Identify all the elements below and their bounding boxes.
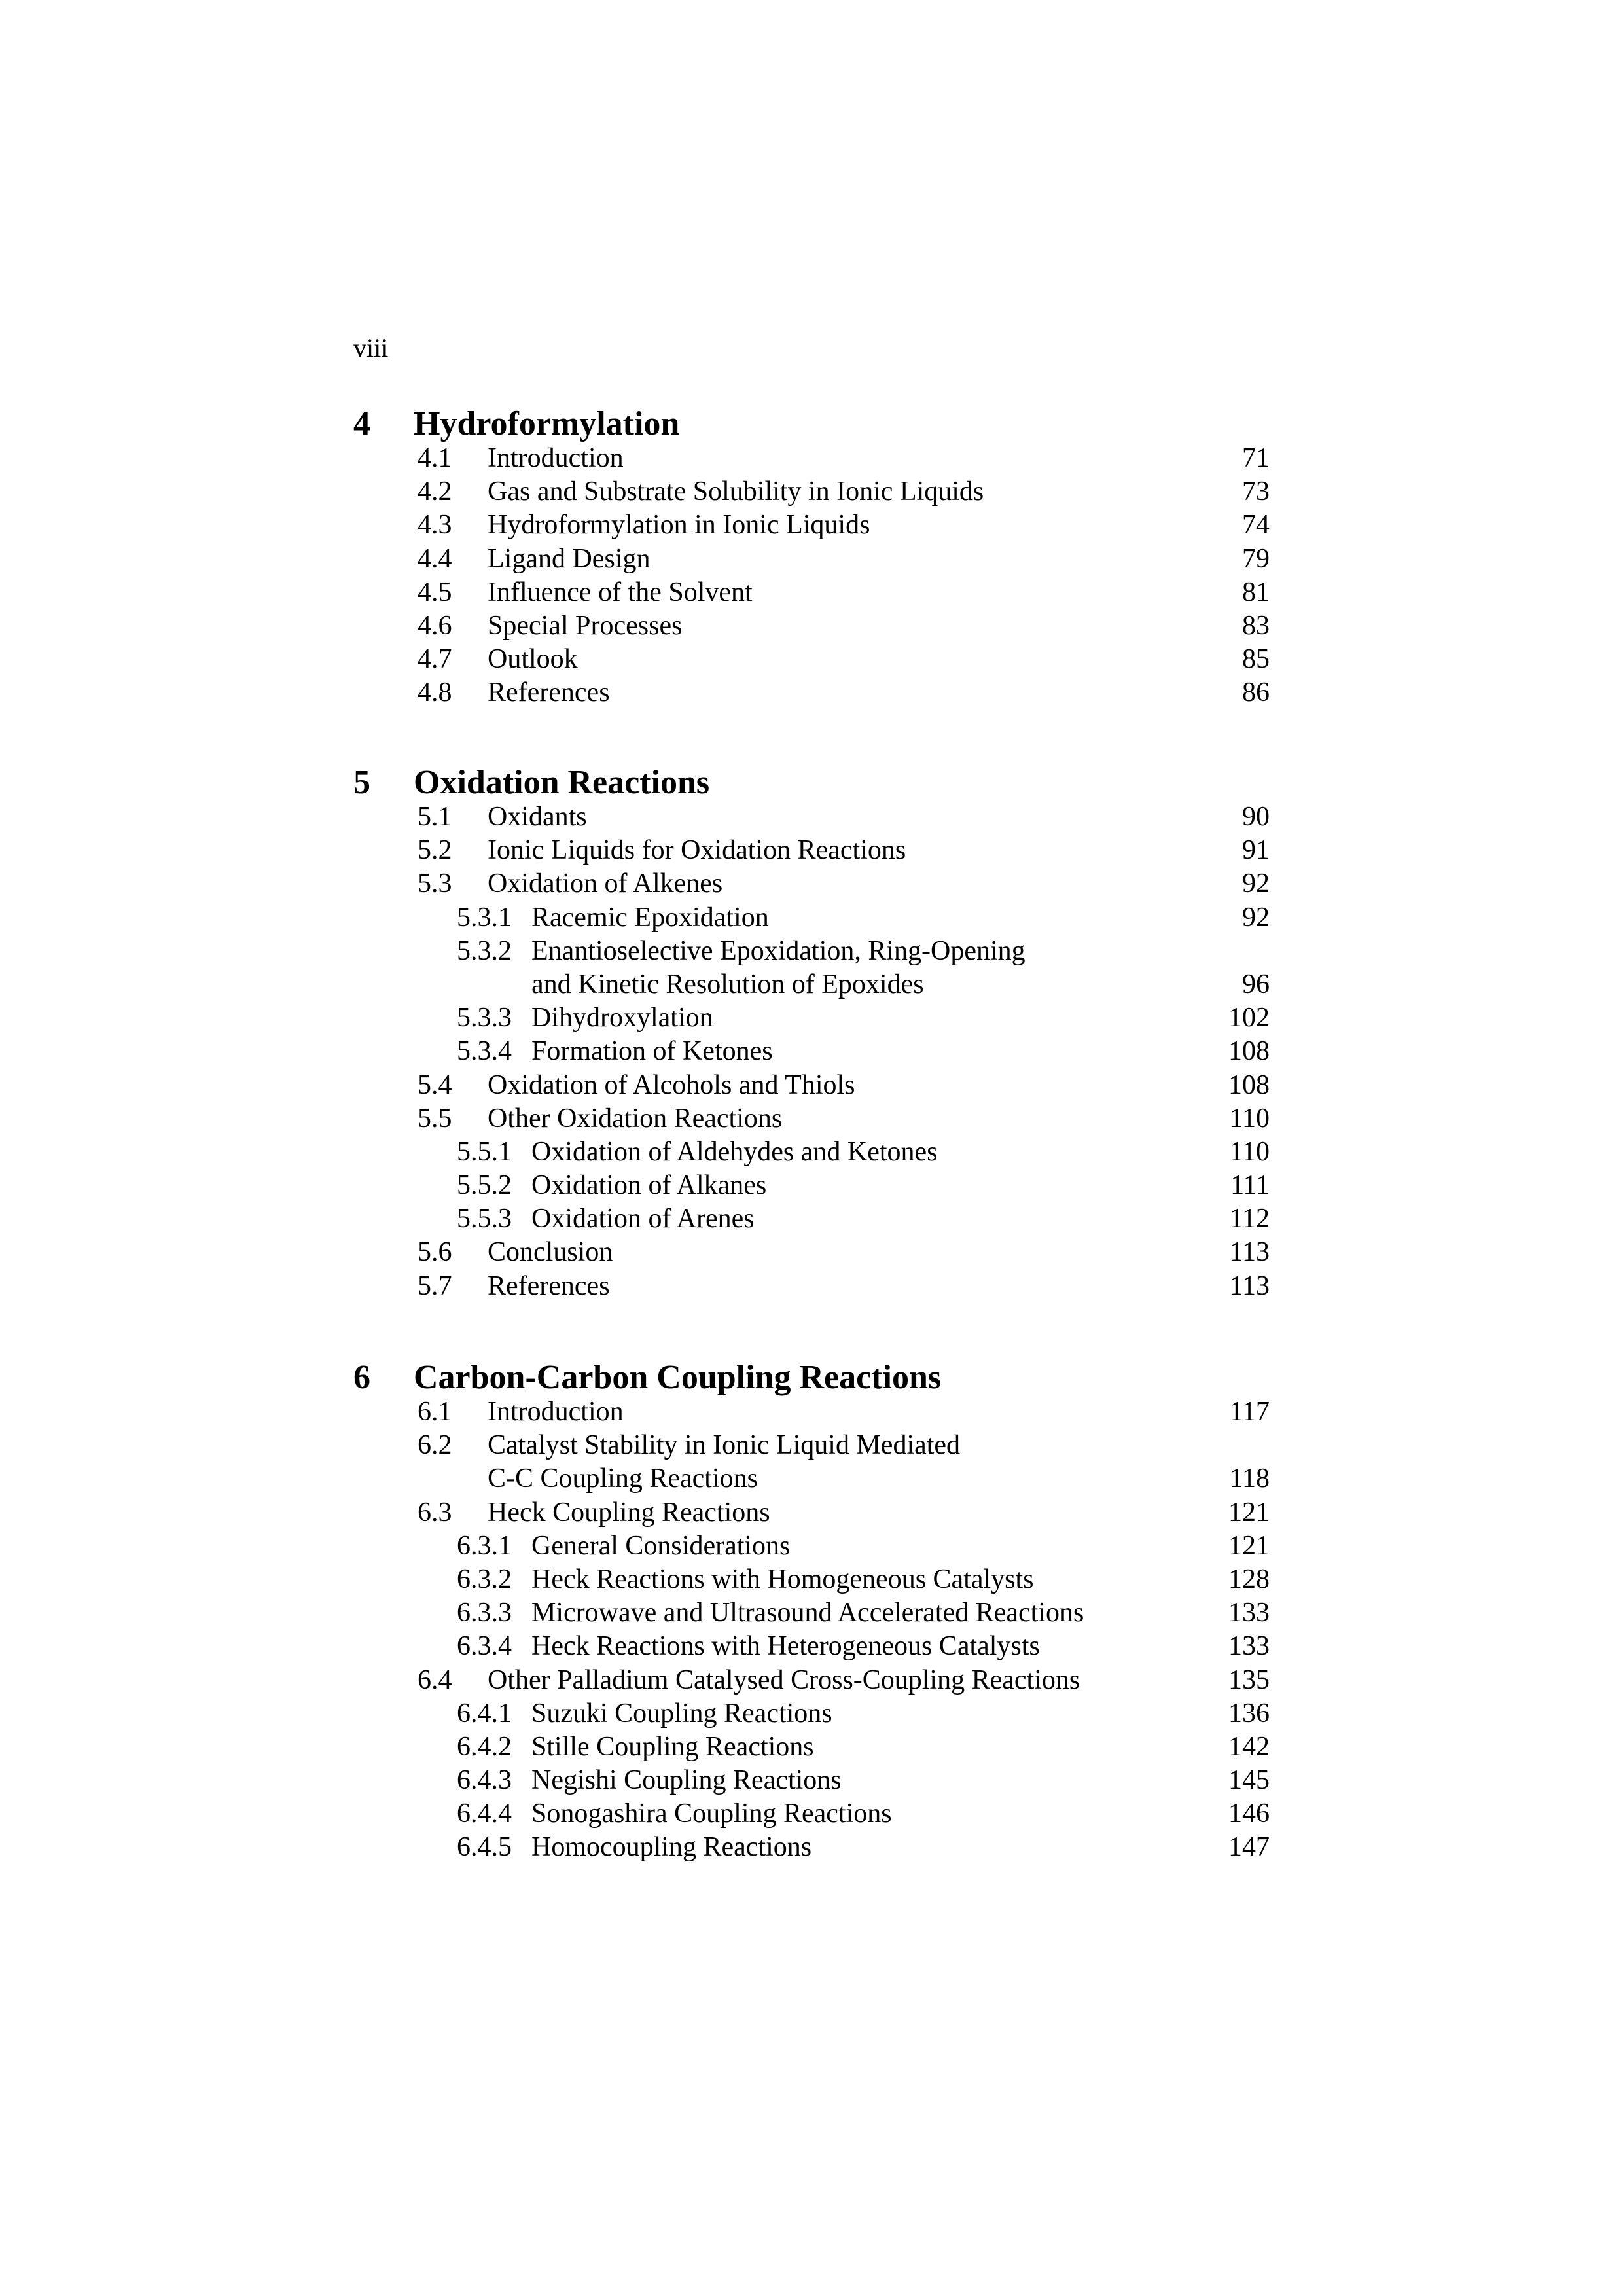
toc-entry: [353, 1630, 1270, 1663]
section-title: Negishi Coupling Reactions: [531, 1765, 842, 1796]
section-page: 81: [1242, 577, 1270, 607]
section-number: 5.3.2: [457, 935, 512, 966]
section-title: Oxidation of Arenes: [531, 1204, 755, 1234]
section-number: 5.6: [418, 1237, 452, 1268]
section-title: Heck Coupling Reactions: [488, 1497, 770, 1528]
section-number: 5.7: [418, 1270, 452, 1301]
toc-entry-continuation: [353, 1462, 1270, 1496]
toc-entry: [353, 1035, 1270, 1068]
chapter-heading: [353, 762, 1270, 803]
toc-entry: [353, 1169, 1270, 1202]
section-page: 73: [1242, 476, 1270, 507]
section-page: 135: [1228, 1664, 1270, 1695]
toc-entry: [353, 1270, 1270, 1303]
toc-entry: [353, 1069, 1270, 1102]
section-page: 85: [1242, 644, 1270, 675]
toc-entry: [353, 1202, 1270, 1236]
section-title: Influence of the Solvent: [488, 577, 753, 607]
section-number: 5.3.3: [457, 1003, 512, 1033]
section-page: 113: [1229, 1237, 1270, 1268]
section-page: 133: [1228, 1631, 1270, 1662]
section-page: 128: [1228, 1564, 1270, 1594]
section-title: Oxidation of Alkenes: [488, 869, 723, 899]
toc-entry: [353, 1731, 1270, 1764]
toc-entry: [353, 543, 1270, 576]
section-page: 96: [1242, 969, 1270, 999]
section-title: Ionic Liquids for Oxidation Reactions: [488, 835, 906, 866]
section-number: 6.3.4: [457, 1631, 512, 1662]
section-number: 5.5.1: [457, 1136, 512, 1167]
toc-entry: [353, 609, 1270, 643]
section-page: 111: [1230, 1170, 1270, 1201]
section-title: Suzuki Coupling Reactions: [531, 1698, 832, 1729]
section-number: 6.1: [418, 1397, 452, 1427]
section-page: 118: [1229, 1463, 1270, 1494]
toc-entry: [353, 643, 1270, 676]
section-title: Catalyst Stability in Ionic Liquid Mediated: [488, 1430, 961, 1461]
section-title: Outlook: [488, 644, 578, 675]
chapter-4: [353, 404, 1270, 710]
section-page: 145: [1228, 1765, 1270, 1796]
section-title: Hydroformylation in Ionic Liquids: [488, 510, 870, 541]
section-page: 83: [1242, 610, 1270, 641]
section-title: Formation of Ketones: [531, 1036, 773, 1067]
section-page: 121: [1228, 1497, 1270, 1528]
section-number: 5.3.1: [457, 902, 512, 933]
toc-entry: [353, 1764, 1270, 1797]
section-title: Other Oxidation Reactions: [488, 1103, 783, 1134]
section-page: 110: [1229, 1103, 1270, 1134]
chapter-heading: [353, 404, 1270, 444]
section-number: 5.5: [418, 1103, 452, 1134]
section-number: 5.5.3: [457, 1204, 512, 1234]
section-number: 4.2: [418, 476, 452, 507]
section-title: Special Processes: [488, 610, 683, 641]
section-number: 5.1: [418, 802, 452, 832]
toc-entry: [353, 1697, 1270, 1731]
page-number: viii: [353, 333, 389, 363]
section-title: Oxidation of Aldehydes and Ketones: [531, 1136, 938, 1167]
toc-entry: [353, 800, 1270, 834]
toc-entry: [353, 1797, 1270, 1831]
section-title: Ligand Design: [488, 543, 651, 574]
section-page: 86: [1242, 677, 1270, 708]
section-title: Oxidation of Alcohols and Thiols: [488, 1069, 855, 1100]
section-number: 6.4.3: [457, 1765, 512, 1796]
section-title: Sonogashira Coupling Reactions: [531, 1799, 892, 1829]
section-title: Conclusion: [488, 1237, 613, 1268]
toc-entry: [353, 1102, 1270, 1136]
section-number: 6.2: [418, 1430, 452, 1461]
section-page: 146: [1228, 1799, 1270, 1829]
toc-entry: [353, 1530, 1270, 1563]
section-number: 4.5: [418, 577, 452, 607]
section-number: 5.5.2: [457, 1170, 512, 1201]
section-number: 6.3.1: [457, 1530, 512, 1561]
section-page: 147: [1228, 1832, 1270, 1863]
toc-entries: [353, 1395, 1270, 1865]
section-number: 4.4: [418, 543, 452, 574]
section-page: 121: [1228, 1530, 1270, 1561]
toc-entry: [353, 1831, 1270, 1864]
section-page: 79: [1242, 543, 1270, 574]
toc-entry: [353, 935, 1270, 968]
section-title: Heck Reactions with Homogeneous Catalysts: [531, 1564, 1034, 1594]
toc-entries: [353, 442, 1270, 710]
toc-entry: [353, 1001, 1270, 1035]
section-number: 4.3: [418, 510, 452, 541]
section-title: and Kinetic Resolution of Epoxides: [531, 969, 924, 999]
section-title: Oxidation of Alkanes: [531, 1170, 767, 1201]
section-title: C-C Coupling Reactions: [488, 1463, 758, 1494]
section-number: 4.6: [418, 610, 452, 641]
section-page: 74: [1242, 510, 1270, 541]
toc-entry: [353, 1395, 1270, 1429]
toc-entry: [353, 442, 1270, 475]
section-number: 6.4.1: [457, 1698, 512, 1729]
section-title: Dihydroxylation: [531, 1003, 713, 1033]
section-title: Enantioselective Epoxidation, Ring-Opening: [531, 935, 1026, 966]
section-title: Introduction: [488, 1397, 624, 1427]
section-page: 142: [1228, 1731, 1270, 1762]
section-page: 136: [1228, 1698, 1270, 1729]
toc-entry: [353, 475, 1270, 509]
section-page: 90: [1242, 802, 1270, 832]
section-number: 4.1: [418, 443, 452, 473]
section-number: 5.4: [418, 1069, 452, 1100]
section-title: Gas and Substrate Solubility in Ionic Liquids: [488, 476, 984, 507]
section-number: 4.7: [418, 644, 452, 675]
toc-entry: [353, 1496, 1270, 1530]
chapter-heading: [353, 1357, 1270, 1398]
toc-entry-continuation: [353, 968, 1270, 1001]
section-page: 92: [1242, 869, 1270, 899]
section-number: 6.4.2: [457, 1731, 512, 1762]
toc-entry: [353, 901, 1270, 935]
toc-entry: [353, 1596, 1270, 1630]
toc-entry: [353, 1136, 1270, 1169]
section-number: 5.3.4: [457, 1036, 512, 1067]
section-page: 112: [1229, 1204, 1270, 1234]
toc-entry: [353, 1563, 1270, 1596]
toc-entry: [353, 834, 1270, 867]
section-title: Stille Coupling Reactions: [531, 1731, 814, 1762]
chapter-title: Carbon-Carbon Coupling Reactions: [414, 1359, 942, 1396]
section-title: References: [488, 677, 610, 708]
section-page: 71: [1242, 443, 1270, 473]
section-title: Racemic Epoxidation: [531, 902, 769, 933]
toc-entry: [353, 676, 1270, 709]
section-number: 4.8: [418, 677, 452, 708]
section-title: Microwave and Ultrasound Accelerated Reactions: [531, 1598, 1084, 1628]
section-number: 5.3: [418, 869, 452, 899]
section-page: 113: [1229, 1270, 1270, 1301]
section-number: 6.4.4: [457, 1799, 512, 1829]
section-title: Oxidants: [488, 802, 587, 832]
section-page: 108: [1228, 1069, 1270, 1100]
chapter-title: Hydroformylation: [414, 405, 680, 442]
section-number: 6.4: [418, 1664, 452, 1695]
section-page: 102: [1228, 1003, 1270, 1033]
toc-entry: [353, 1429, 1270, 1462]
section-page: 110: [1229, 1136, 1270, 1167]
chapter-number: 5: [353, 764, 370, 801]
section-number: 6.3.2: [457, 1564, 512, 1594]
section-number: 6.3: [418, 1497, 452, 1528]
section-page: 117: [1229, 1397, 1270, 1427]
section-number: 6.3.3: [457, 1598, 512, 1628]
section-title: Introduction: [488, 443, 624, 473]
section-title: Heck Reactions with Heterogeneous Catalysts: [531, 1631, 1040, 1662]
section-page: 108: [1228, 1036, 1270, 1067]
section-title: Homocoupling Reactions: [531, 1832, 812, 1863]
section-number: 6.4.5: [457, 1832, 512, 1863]
toc-entry: [353, 509, 1270, 542]
section-title: References: [488, 1270, 610, 1301]
chapter-number: 6: [353, 1359, 370, 1396]
toc-entry: [353, 1236, 1270, 1269]
chapter-6: [353, 1357, 1270, 1865]
toc-entry: [353, 576, 1270, 609]
section-page: 133: [1228, 1598, 1270, 1628]
toc-entries: [353, 800, 1270, 1303]
chapter-5: [353, 762, 1270, 1303]
section-title: Other Palladium Catalysed Cross-Coupling Reactions: [488, 1664, 1080, 1695]
toc-entry: [353, 1664, 1270, 1697]
section-page: 91: [1242, 835, 1270, 866]
section-number: 5.2: [418, 835, 452, 866]
chapter-title: Oxidation Reactions: [414, 764, 710, 801]
toc-entry: [353, 867, 1270, 901]
section-title: General Considerations: [531, 1530, 791, 1561]
chapter-number: 4: [353, 405, 370, 442]
section-page: 92: [1242, 902, 1270, 933]
